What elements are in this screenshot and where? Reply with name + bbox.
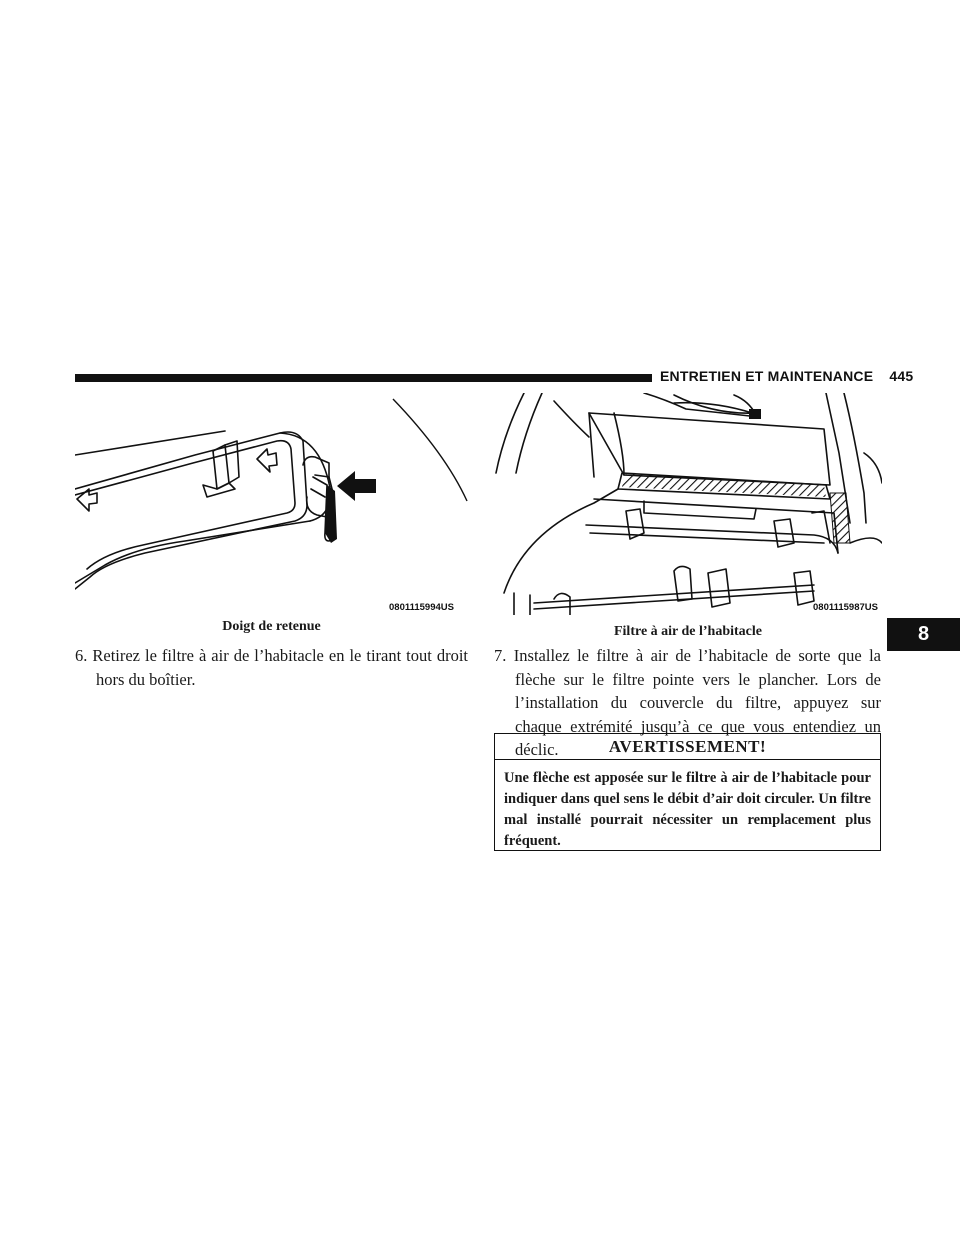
header-rule: [75, 374, 652, 382]
figure-code: 0801115987US: [813, 602, 878, 613]
page-number: 445: [889, 368, 914, 384]
figure-caption: Doigt de retenue: [222, 619, 321, 634]
warning-text: Une flèche est apposée sur le filtre à air de l’habitacle pour indiquer dans quel sens le débit d’air doit circuler. Un filtre mal installé pourrait nécessiter un remplacement plus fréquent.: [504, 770, 871, 849]
figure-cabin-air-filter: [494, 393, 882, 615]
warning-title: AVERTISSEMENT!: [495, 734, 880, 760]
warning-box: [494, 733, 881, 851]
section-title: ENTRETIEN ET MAINTENANCE: [660, 368, 874, 384]
running-header: [660, 368, 913, 384]
figure-caption: Filtre à air de l’habitacle: [613, 624, 762, 639]
step-7: 7. Installez le filtre à air de l’habitacle de sorte que la flèche sur le filtre pointe vers le plancher. Lors de l’installation du couvercle du filtre, appuyez sur chaque extrémité jusqu’à ce que vous entendiez un déclic.: [494, 646, 881, 759]
retaining-finger-illustration: [75, 393, 468, 615]
chapter-tab: 8: [887, 618, 960, 651]
figure-code: 0801115994US: [389, 602, 454, 613]
step-6: 6. Retirez le filtre à air de l’habitacle en le tirant tout droit hors du boîtier.: [75, 646, 468, 689]
cabin-air-filter-illustration: [494, 393, 882, 615]
figure-retaining-finger: [75, 393, 468, 615]
